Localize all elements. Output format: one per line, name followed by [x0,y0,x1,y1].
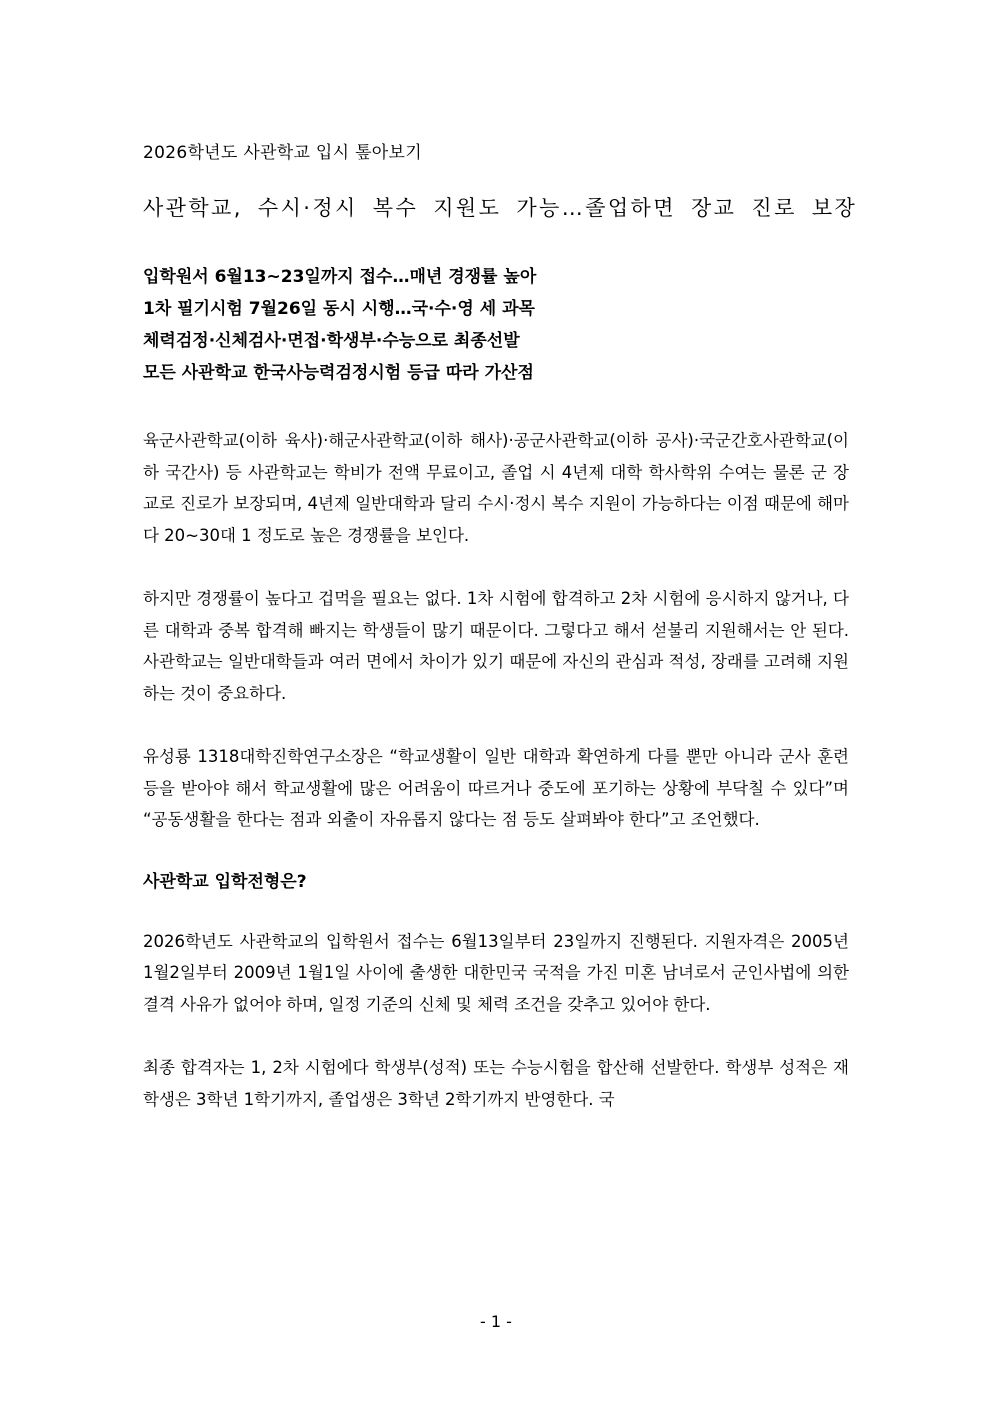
subhead-2: 1차 필기시험 7월26일 동시 시행…국·수·영 세 과목 [143,299,535,319]
paragraph-section-2: 최종 합격자는 1, 2차 시험에다 학생부(성적) 또는 수능시험을 합산해 선발한다. 학생부 성적은 재학생은 3학년 1학기까지, 졸업생은 3학년 2학기까지 반영한다. 국 [143,1058,849,1109]
subhead-1: 입학원서 6월13~23일까지 접수…매년 경쟁률 높아 [143,267,537,287]
subhead-4: 모든 사관학교 한국사능력검정시험 등급 따라 가산점 [143,363,534,383]
paragraph-section-1: 2026학년도 사관학교의 입학원서 접수는 6월13일부터 23일까지 진행된다. 지원자격은 2005년 1월2일부터 2009년 1월1일 사이에 출생한 대한민국 국적을 가진 미혼 남녀로서 군인사법에 의한 결격 사유가 없어야 하며, 일정 기준의 신체 및 체력 조건을 갖추고 있어야 한다. [143,931,849,1014]
series-title: 2026학년도 사관학교 입시 톺아보기 [143,143,422,163]
subhead-3: 체력검정·신체검사·면접·학생부·수능으로 최종선발 [143,331,520,351]
subhead-list [143,261,849,389]
paragraph-intro-3: 유성룡 1318대학진학연구소장은 “학교생활이 일반 대학과 확연하게 다를 뿐만 아니라 군사 훈련 등을 받아야 해서 학교생활에 많은 어려움이 따르거나 중도에 포기하는 상황에 부닥칠 수 있다”며 “공동생활을 한다는 점과 외출이 자유롭지 않다는 점 등도 살펴봐야 한다”고 조언했다. [143,747,849,829]
section-heading: 사관학교 입학전형은? [143,871,307,892]
paragraph-intro-2: 하지만 경쟁률이 높다고 겁먹을 필요는 없다. 1차 시험에 합격하고 2차 시험에 응시하지 않거나, 다른 대학과 중복 합격해 빠지는 학생들이 많기 때문이다. 그렇다고 해서 섣불리 지원해서는 안 된다. 사관학교는 일반대학들과 여러 면에서 차이가 있기 때문에 자신의 관심과 적성, 장래를 고려해 지원하는 것이 중요하다. [143,589,849,703]
paragraph-intro-1: 육군사관학교(이하 육사)·해군사관학교(이하 해사)·공군사관학교(이하 공사)·국군간호사관학교(이하 국간사) 등 사관학교는 학비가 전액 무료이고, 졸업 시 4년제 대학 학사학위 수여는 물론 군 장교로 진로가 보장되며, 4년제 일반대학과 달리 수시·정시 복수 지원이 가능하다는 이점 때문에 해마다 20~30대 1 정도로 높은 경쟁률을 보인다. [143,431,849,545]
article-headline: 사관학교, 수시·정시 복수 지원도 가능…졸업하면 장교 진로 보장 [143,196,858,220]
document-body [143,140,858,1147]
page-number: - 1 - [480,1312,512,1331]
